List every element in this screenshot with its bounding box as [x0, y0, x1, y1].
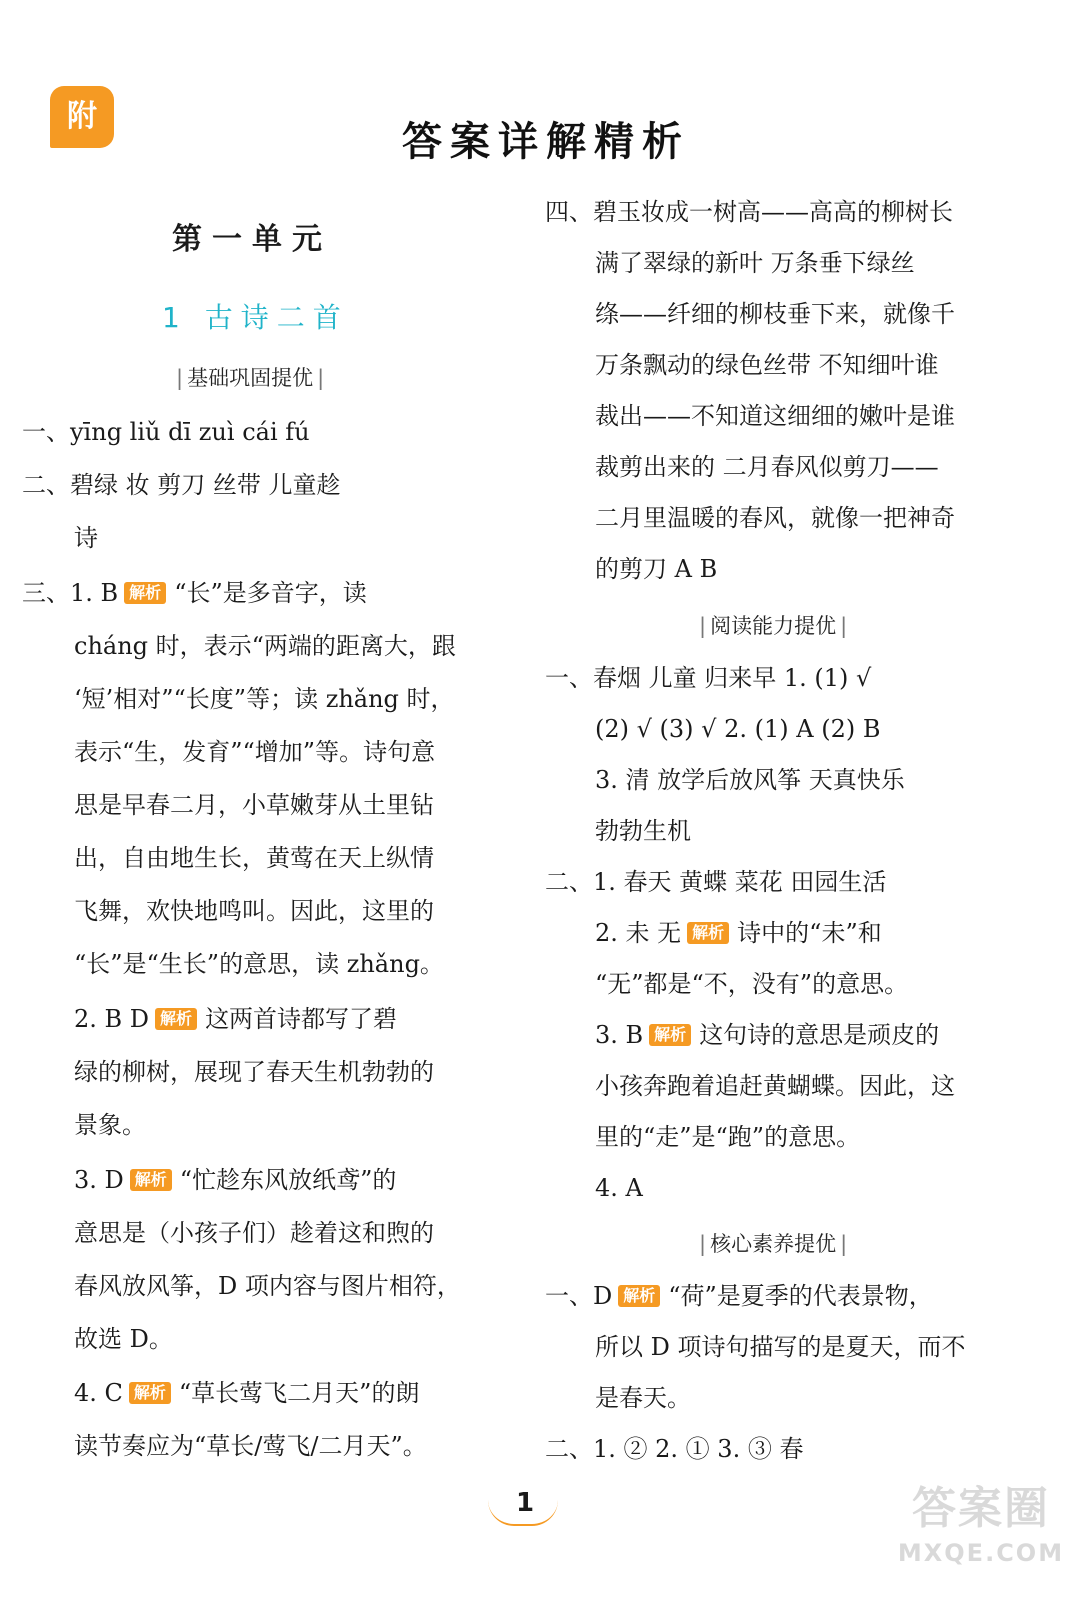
answer-line: 二、碧绿 妆 剪刀 丝带 儿童趁 [22, 471, 341, 499]
answer-line: 二、1. ② 2. ① 3. ③ 春 [545, 1435, 804, 1463]
question-prefix: 2. B D [74, 1005, 150, 1033]
analysis-text: 这句诗的意思是顽皮的 [699, 1021, 940, 1049]
section-heading-reading: | 阅读能力提优 | [695, 610, 851, 640]
answer-line: 景象。 [74, 1111, 146, 1139]
answer-line [545, 1278, 933, 1314]
answer-line [22, 575, 367, 611]
answer-line [74, 1162, 396, 1198]
answer-line: 出，自由地生长，黄莺在天上纵情 [74, 844, 434, 872]
watermark-logo [896, 1480, 1066, 1590]
analysis-tag: 解析 [618, 1285, 660, 1307]
answer-line: 一、春烟 儿童 归来早 1. (1) √ [545, 664, 872, 692]
section-heading-core: | 核心素养提优 | [695, 1228, 851, 1258]
analysis-tag: 解析 [649, 1024, 691, 1046]
analysis-tag: 解析 [124, 582, 166, 604]
analysis-tag: 解析 [130, 1169, 172, 1191]
answer-line [74, 1001, 397, 1037]
analysis-text: “长”是多音字，读 [174, 579, 367, 607]
answer-line: 万条飘动的绿色丝带 不知细叶谁 [595, 351, 939, 379]
answer-line: 思是早春二月，小草嫩芽从土里钻 [74, 791, 434, 819]
answer-line: cháng 时，表示“两端的距离大，跟 [74, 632, 456, 660]
answer-line: 表示“生，发育”“增加”等。诗句意 [74, 738, 436, 766]
answer-line: ‘短’相对”“长度”等；读 zhǎng 时， [74, 685, 455, 713]
appendix-badge: 附 [50, 86, 114, 148]
answer-line: 意思是（小孩子们）趁着这和煦的 [74, 1219, 434, 1247]
question-prefix: 3. B [595, 1021, 644, 1049]
answer-line: 裁出——不知道这细细的嫩叶是谁 [595, 402, 955, 430]
answer-line: 满了翠绿的新叶 万条垂下绿丝 [595, 249, 915, 277]
answer-line: 故选 D。 [74, 1325, 173, 1353]
answer-line: 里的“走”是“跑”的意思。 [595, 1123, 861, 1151]
answer-line: 四、碧玉妆成一树高——高高的柳树长 [545, 198, 953, 226]
analysis-tag: 解析 [129, 1382, 171, 1404]
analysis-text: “荷”是夏季的代表景物， [668, 1282, 933, 1310]
answer-line: 二、1. 春天 黄蝶 菜花 田园生活 [545, 868, 887, 896]
question-prefix: 三、1. B [22, 579, 119, 607]
analysis-tag: 解析 [687, 922, 729, 944]
answer-line: 小孩奔跑着追赶黄蝴蝶。因此，这 [595, 1072, 955, 1100]
question-prefix: 一、D [545, 1282, 613, 1310]
answer-line: (2) √ (3) √ 2. (1) A (2) B [595, 715, 881, 743]
answer-line: 4. A [595, 1174, 643, 1202]
answer-line: 3. 清 放学后放风筝 天真快乐 [595, 766, 905, 794]
watermark-text: 答案圈 [912, 1483, 1050, 1534]
answer-line: 读节奏应为“草长/莺飞/二月天”。 [74, 1432, 427, 1460]
answer-line: 诗 [74, 524, 98, 552]
watermark-url: MXQE.COM [897, 1539, 1065, 1567]
answer-line: 勃勃生机 [595, 817, 691, 845]
question-prefix: 4. C [74, 1379, 123, 1407]
answer-line: 的剪刀 A B [595, 555, 718, 583]
answer-line: 绿的柳树，展现了春天生机勃勃的 [74, 1058, 434, 1086]
answer-line: “长”是“生长”的意思，读 zhǎng。 [74, 950, 444, 978]
answer-line [595, 1017, 939, 1053]
page-title: 答案详解精析 [402, 119, 690, 165]
answer-line: 裁剪出来的 二月春风似剪刀—— [595, 453, 939, 481]
answer-line: 一、yīng liǔ dī zuì cái fú [22, 418, 310, 446]
analysis-text: 诗中的“未”和 [737, 919, 882, 947]
analysis-text: 这两首诗都写了碧 [205, 1005, 398, 1033]
analysis-text: “忙趁东风放纸鸢”的 [179, 1166, 397, 1194]
answer-line [74, 1375, 419, 1411]
analysis-tag: 解析 [155, 1008, 197, 1030]
answer-line: 飞舞，欢快地鸣叫。因此，这里的 [74, 897, 434, 925]
answer-line: “无”都是“不，没有”的意思。 [595, 970, 909, 998]
answer-line: 绦——纤细的柳枝垂下来，就像千 [595, 300, 955, 328]
question-prefix: 2. 未 无 [595, 919, 682, 947]
page-number: 1 [515, 1488, 535, 1518]
answer-line: 二月里温暖的春风，就像一把神奇 [595, 504, 955, 532]
lesson-title: 1 古诗二首 [162, 301, 349, 334]
question-prefix: 3. D [74, 1166, 124, 1194]
answer-line: 春风放风筝，D 项内容与图片相符， [74, 1272, 461, 1300]
unit-title: 第一单元 [172, 222, 332, 257]
answer-line [595, 915, 882, 951]
answer-line: 所以 D 项诗句描写的是夏天，而不 [595, 1333, 966, 1361]
answer-line: 是春天。 [595, 1384, 691, 1412]
section-heading-basic: | 基础巩固提优 | [172, 362, 328, 392]
analysis-text: “草长莺飞二月天”的朗 [178, 1379, 420, 1407]
